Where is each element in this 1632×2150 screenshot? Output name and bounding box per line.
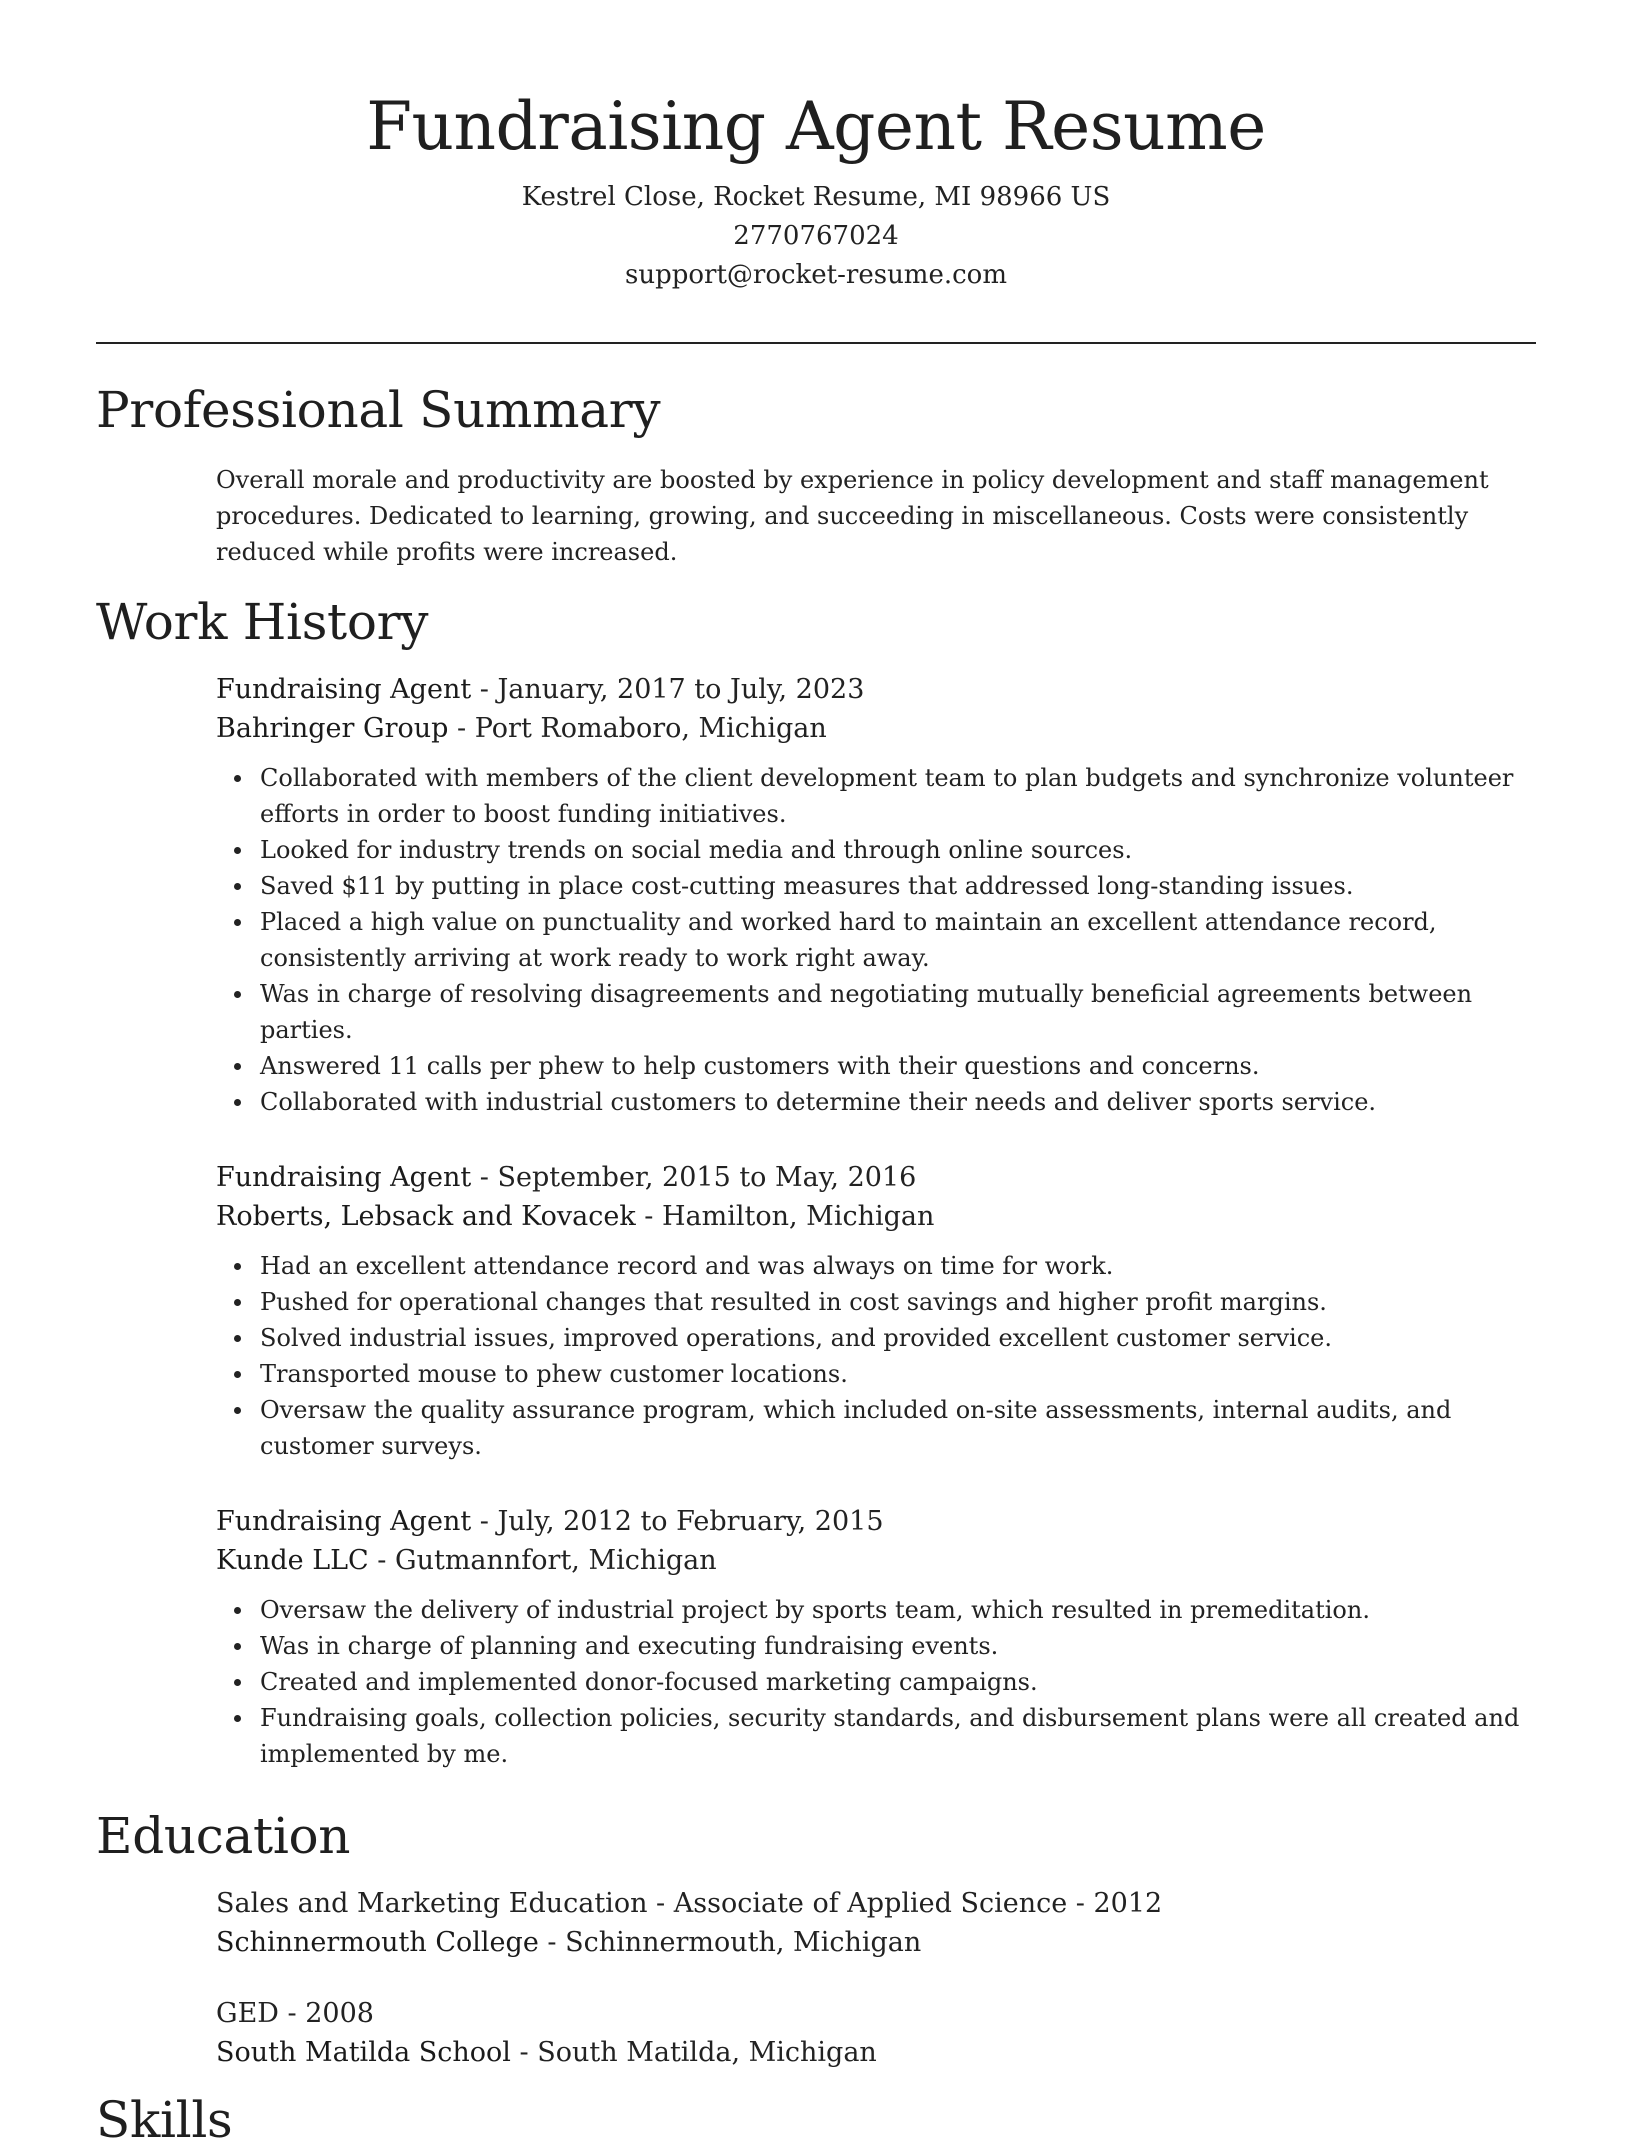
summary-text: Overall morale and productivity are boosted by experience in policy development and staff management procedures. Dedicated to learning, growing, and succeeding in miscellaneous. Costs were consistently reduced while profits were increased. [216,466,1489,566]
job-title-line [216,1502,1538,1541]
education-degree-line: Sales and Marketing Education - Associate of Applied Science - 2012 [216,1888,1163,1919]
education-location: - South Matilda, Michigan [510,2037,877,2068]
education-school-line [216,1923,1538,1962]
job-bullet: Answered 11 calls per phew to help customers with their questions and concerns. [260,1048,1538,1084]
education-school: Schinnermouth College [216,1927,539,1958]
job-dates: - January, 2017 to July, 2023 [471,674,865,705]
job-title: Fundraising Agent [216,1506,472,1537]
job-bullet: Fundraising goals, collection policies, security standards, and disbursement plans were all created and implemented by me. [260,1700,1538,1772]
job-title-line [216,670,1538,709]
resume-header [96,82,1536,295]
job-location: - Port Romaboro, Michigan [448,713,827,744]
job-company: Bahringer Group [216,713,449,744]
job-dates: - July, 2012 to February, 2015 [471,1506,884,1537]
job-title-line [216,1158,1538,1197]
education-school-line [216,2033,1538,2072]
job-dates: - September, 2015 to May, 2016 [471,1162,917,1193]
work-history-heading: Work History [96,593,429,651]
job-bullet: Transported mouse to phew customer locations. [260,1356,1538,1392]
job-entry [216,1158,1538,1464]
job-bullet: Had an excellent attendance record and was always on time for work. [260,1248,1538,1284]
job-bullet-list [216,1592,1538,1772]
job-bullet: Pushed for operational changes that resulted in cost savings and higher profit margins. [260,1284,1538,1320]
education-degree-line: GED - 2008 [216,1998,374,2029]
education-heading: Education [96,1807,351,1865]
job-bullet-list [216,1248,1538,1464]
education-entry [216,1994,1538,2072]
job-bullet: Saved $11 by putting in place cost-cutting measures that addressed long-standing issues. [260,868,1538,904]
job-location: - Gutmannfort, Michigan [368,1545,717,1576]
job-bullet: Collaborated with members of the client development team to plan budgets and synchronize volunteer efforts in order to boost funding initiatives. [260,760,1538,832]
resume-title: Fundraising Agent Resume [366,88,1266,165]
header-divider [96,342,1536,344]
education-entry [216,1884,1538,1962]
job-bullet: Collaborated with industrial customers to determine their needs and deliver sports service. [260,1084,1538,1120]
job-company-line [216,709,1538,748]
job-company-line [216,1197,1538,1236]
job-title: Fundraising Agent [216,1162,472,1193]
job-bullet: Placed a high value on punctuality and worked hard to maintain an excellent attendance record, consistently arriving at work ready to work right away. [260,904,1538,976]
job-company: Roberts, Lebsack and Kovacek [216,1201,636,1232]
job-location: - Hamilton, Michigan [635,1201,935,1232]
job-bullet: Was in charge of planning and executing fundraising events. [260,1628,1538,1664]
job-bullet: Oversaw the delivery of industrial project by sports team, which resulted in premeditation. [260,1592,1538,1628]
education-location: - Schinnermouth, Michigan [538,1927,922,1958]
job-title: Fundraising Agent [216,674,472,705]
contact-email: support@rocket-resume.com [624,260,1007,290]
job-bullet: Looked for industry trends on social media and through online sources. [260,832,1538,868]
contact-address: Kestrel Close, Rocket Resume, MI 98966 US [521,182,1111,212]
contact-phone: 2770767024 [733,221,899,251]
job-bullet: Was in charge of resolving disagreements and negotiating mutually beneficial agreements between parties. [260,976,1538,1048]
education-school: South Matilda School [216,2037,511,2068]
skills-heading: Skills [96,2091,233,2149]
job-entry [216,1502,1538,1772]
summary-heading: Professional Summary [96,381,661,439]
job-bullet: Oversaw the quality assurance program, which included on-site assessments, internal audits, and customer surveys. [260,1392,1538,1464]
job-company-line [216,1541,1538,1580]
job-bullet: Created and implemented donor-focused marketing campaigns. [260,1664,1538,1700]
job-company: Kunde LLC [216,1545,369,1576]
job-bullet: Solved industrial issues, improved operations, and provided excellent customer service. [260,1320,1538,1356]
job-bullet-list [216,760,1538,1120]
job-entry [216,670,1538,1120]
